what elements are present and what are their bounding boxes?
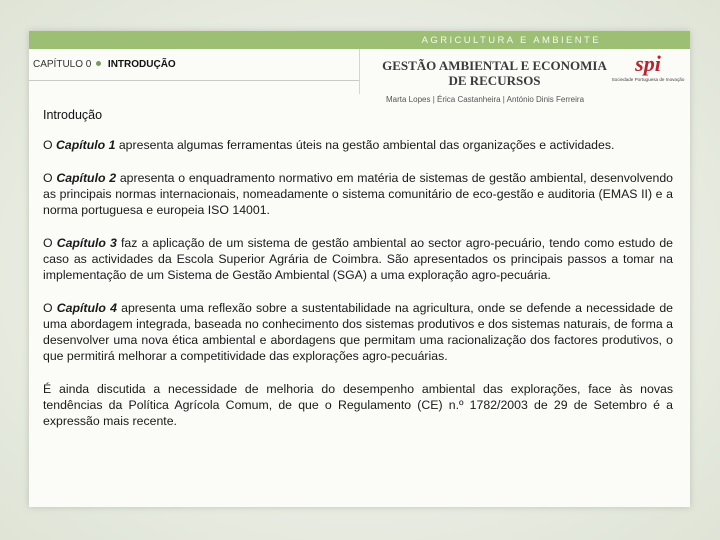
logo-subtitle: Sociedade Portuguesa de Inovação	[611, 77, 685, 82]
body-text	[43, 137, 673, 446]
header-band	[29, 31, 690, 49]
spi-logo	[609, 53, 687, 82]
book-title-line2: DE RECURSOS	[448, 73, 541, 88]
header-vertical-divider	[359, 49, 360, 94]
document-page	[29, 31, 690, 507]
chapter-prefix: CAPÍTULO 0	[33, 59, 92, 70]
bullet-dot-icon	[96, 61, 101, 66]
authors-line: Marta Lopes | Érica Castanheira | António Dinis Ferreira	[386, 95, 585, 104]
book-title-line1: GESTÃO AMBIENTAL E ECONOMIA	[382, 58, 607, 73]
section-title: Introdução	[43, 108, 103, 122]
paragraph-5: É ainda discutida a necessidade de melhoria do desempenho ambiental das explorações, face às novas tendências da Política Agrícola Comum, de que o Regulamento (CE) n.º 1782/2003 de 29 de Setembro é a expressão mais recente.	[43, 382, 673, 428]
paragraph-1: O Capítulo 1 apresenta algumas ferramentas úteis na gestão ambiental das organizações e actividades.	[43, 138, 615, 152]
paragraph-3: O Capítulo 3 faz a aplicação de um sistema de gestão ambiental ao sector agro-pecuário, tendo como estudo de caso as actividades da Escola Superior Agrária de Coimbra. São apresentados os principais passos a tomar na implementação de um Sistema de Gestão Ambiental (SGA) a uma exploração agro-pecuária.	[43, 236, 674, 282]
book-title	[377, 58, 612, 88]
chapter-label	[33, 59, 176, 70]
header-band-text: AGRICULTURA E AMBIENTE	[421, 34, 601, 46]
paragraph-2: O Capítulo 2 apresenta o enquadramento normativo em matéria de sistemas de gestão ambiental, desenvolvendo as principais normas internacionais, nomeadamente o sistema comunitário de eco-gestão e auditoria (EMAS II) e a norma portuguesa e europeia ISO 14001.	[43, 171, 673, 217]
paragraph-4: O Capítulo 4 apresenta uma reflexão sobre a sustentabilidade na agricultura, onde se defende a necessidade de uma abordagem integrada, baseada no conhecimento dos sistemas produtivos e dos sistemas naturais, de forma a desenvolver uma nova ética ambiental e abordagens que permitam uma racionalização dos factores produtivos, o que permitirá melhorar a competitividade das explorações agro-pecuárias.	[43, 301, 674, 363]
header-divider	[29, 80, 359, 81]
chapter-name: INTRODUÇÃO	[107, 59, 176, 70]
logo-mark: spi	[635, 51, 661, 76]
